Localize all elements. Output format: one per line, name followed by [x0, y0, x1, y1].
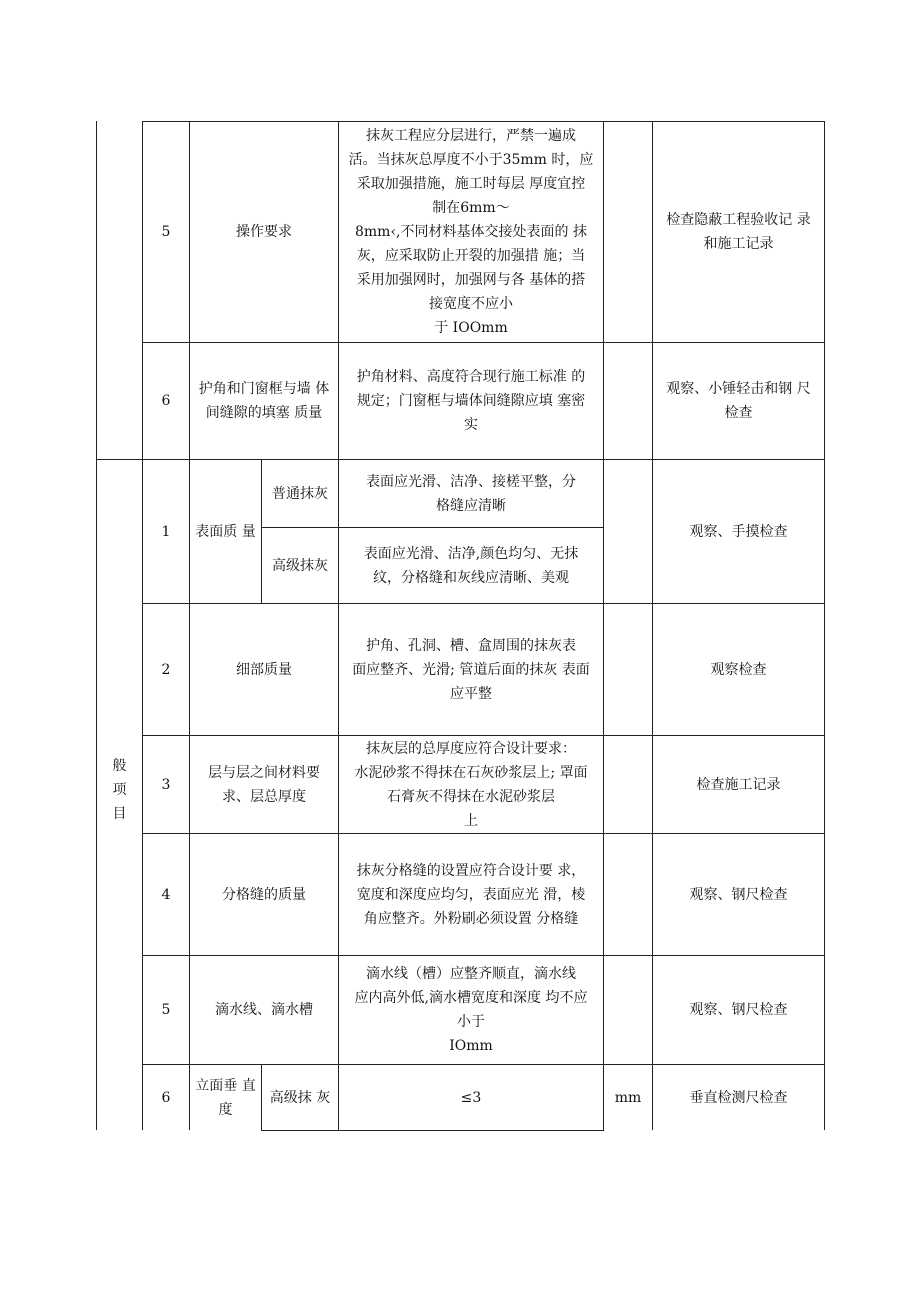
main-row-5-requirement	[339, 122, 603, 342]
main-row-5-unit	[604, 122, 652, 342]
gen-row-1-no	[143, 460, 189, 603]
gen-row-4-item-text: 分格缝的质量	[222, 886, 306, 903]
gen-row-5-unit	[604, 956, 652, 1064]
gen-row-6-sub-label	[262, 1065, 338, 1130]
main-row-6-no	[143, 343, 189, 459]
gen-row-6-requirement-text: ≤3	[460, 1089, 482, 1106]
gen-row-1-item	[190, 460, 261, 603]
gen-row-5-item	[190, 956, 338, 1064]
gen-row-6-no-text: 6	[161, 1089, 171, 1106]
gen-row-2-method-text: 观察检查	[710, 661, 767, 678]
gen-row-3-method-text: 检查施工记录	[696, 776, 781, 793]
general-items-label	[97, 740, 142, 840]
main-row-6-method	[653, 343, 824, 459]
gen-row-1-item-text: 表面质 量	[195, 523, 256, 540]
gen-row-5-method	[653, 956, 824, 1064]
gen-row-5-requirement-text: 滴水线（槽）应整齐顺直，滴水线 应内高外低,滴水槽宽度和深度 均不应 小于 IOmm	[354, 966, 588, 1054]
gen-row-1-sub-1-label-text: 普通抹灰	[272, 485, 328, 502]
gen-row-1-sub-2-requirement-text: 表面应光滑、洁净,颜色均匀、无抹 纹，分格缝和灰线应清晰、美观	[363, 545, 579, 586]
main-row-5-no	[143, 122, 189, 342]
gen-row-1-sub-1-requirement	[339, 460, 603, 527]
gen-row-5-method-text: 观察、钢尺检查	[689, 1002, 788, 1018]
gen-row-6-unit	[604, 1065, 652, 1130]
gen-row-2-no	[143, 604, 189, 735]
gen-row-2-item-text: 细部质量	[236, 661, 292, 678]
gen-row-1-method-text: 观察、手摸检查	[689, 523, 788, 540]
main-row-6-requirement	[339, 343, 603, 459]
gen-row-3-item-text: 层与层之间材料要 求、层总厚度	[208, 764, 320, 805]
main-row-6-no-text: 6	[161, 393, 171, 409]
gen-row-5-no	[143, 956, 189, 1064]
main-row-5-no-text: 5	[161, 224, 171, 240]
main-row-5-item	[190, 122, 338, 342]
gen-row-1-sub-1-label	[262, 460, 338, 527]
gen-row-4-requirement	[339, 834, 603, 955]
gen-row-4-method	[653, 834, 824, 955]
gen-row-2-requirement	[339, 604, 603, 735]
gen-row-5-no-text: 5	[161, 1002, 171, 1018]
gen-row-1-no-text: 1	[161, 523, 171, 540]
main-row-5-requirement-text: 抹灰工程应分层进行，严禁一遍成 活。当抹灰总厚度不小于35mm 时，应 采取加强措施，施工时每层 厚度宜控 制在6mm～ 8mm‹,不同材料基体交接处表面的 抹 灰，应采取防止开裂的加强措 施；当 采用加强网时，加强网与各 基体的搭 接宽度不应小 于 IOOmm	[348, 128, 594, 336]
main-row-6-method-text: 观察、小锤轻击和钢 尺 检查	[666, 381, 811, 421]
gen-row-4-item	[190, 834, 338, 955]
gen-row-6-unit-text: mm	[614, 1089, 642, 1106]
gen-row-5-item-text: 滴水线、滴水槽	[215, 1002, 313, 1018]
gen-row-3-requirement-text: 抹灰层的总厚度应符合设计要求： 水泥砂浆不得抹在石灰砂浆层上; 罩面 石膏灰不得抹在水泥砂浆层 上	[354, 740, 588, 829]
gen-row-6-method	[653, 1065, 824, 1130]
gen-row-2-method	[653, 604, 824, 735]
gen-row-4-requirement-text: 抹灰分格缝的设置应符合设计要 求， 宽度和深度应均匀，表面应光 滑，棱 角应整齐。外粉刷必须设置 分格缝	[356, 862, 586, 927]
main-row-6-requirement-text: 护角材料、高度符合现行施工标准 的 规定；门窗框与墙体间缝隙应填 塞密 实	[356, 369, 586, 433]
rule-h-bottom	[261, 1130, 604, 1131]
gen-row-1-sub-1-requirement-text: 表面应光滑、洁净、接槎平整，分 格缝应清晰	[366, 473, 576, 514]
rule-v-right	[824, 121, 825, 1130]
gen-row-6-item-text: 立面垂 直 度	[195, 1077, 256, 1118]
gen-row-3-item	[190, 736, 338, 833]
gen-row-4-method-text: 观察、钢尺检查	[689, 886, 788, 903]
gen-row-3-no-text: 3	[161, 776, 171, 793]
gen-row-5-requirement	[339, 956, 603, 1064]
gen-row-3-no	[143, 736, 189, 833]
gen-row-4-no-text: 4	[161, 886, 171, 903]
gen-row-1-sub-2-label	[262, 528, 338, 603]
gen-row-1-sub-2-requirement	[339, 528, 603, 603]
gen-row-6-method-text: 垂直检测尺检查	[689, 1089, 788, 1106]
rule-v-outer	[96, 121, 97, 1130]
main-row-6-item	[190, 343, 338, 459]
gen-row-3-method	[653, 736, 824, 833]
gen-row-3-unit	[604, 736, 652, 833]
gen-row-2-no-text: 2	[161, 661, 171, 678]
general-items-label-text: 般 项 目	[112, 758, 127, 822]
gen-row-6-no	[143, 1065, 189, 1130]
main-row-6-unit	[604, 343, 652, 459]
gen-row-6-requirement	[339, 1065, 603, 1130]
main-row-5-method	[653, 122, 824, 342]
gen-row-1-sub-2-label-text: 高级抹灰	[272, 557, 328, 574]
gen-row-2-requirement-text: 护角、孔洞、槽、盒周围的抹灰表 面应整齐、光滑; 管道后面的抹灰 表面 应平整	[352, 637, 590, 702]
gen-row-2-item	[190, 604, 338, 735]
gen-row-1-method	[653, 460, 824, 603]
main-row-5-item-text: 操作要求	[236, 224, 292, 240]
gen-row-6-item	[190, 1065, 261, 1130]
main-row-6-item-text: 护角和门窗框与墙 体 间缝隙的填塞 质量	[198, 381, 330, 421]
gen-row-4-no	[143, 834, 189, 955]
gen-row-6-sub-label-text: 高级抹 灰	[269, 1089, 331, 1106]
main-row-5-method-text: 检查隐蔽工程验收记 录 和施工记录	[666, 212, 811, 252]
gen-row-4-unit	[604, 834, 652, 955]
gen-row-3-requirement	[339, 736, 603, 833]
gen-row-2-unit	[604, 604, 652, 735]
gen-row-1-unit	[604, 460, 652, 603]
